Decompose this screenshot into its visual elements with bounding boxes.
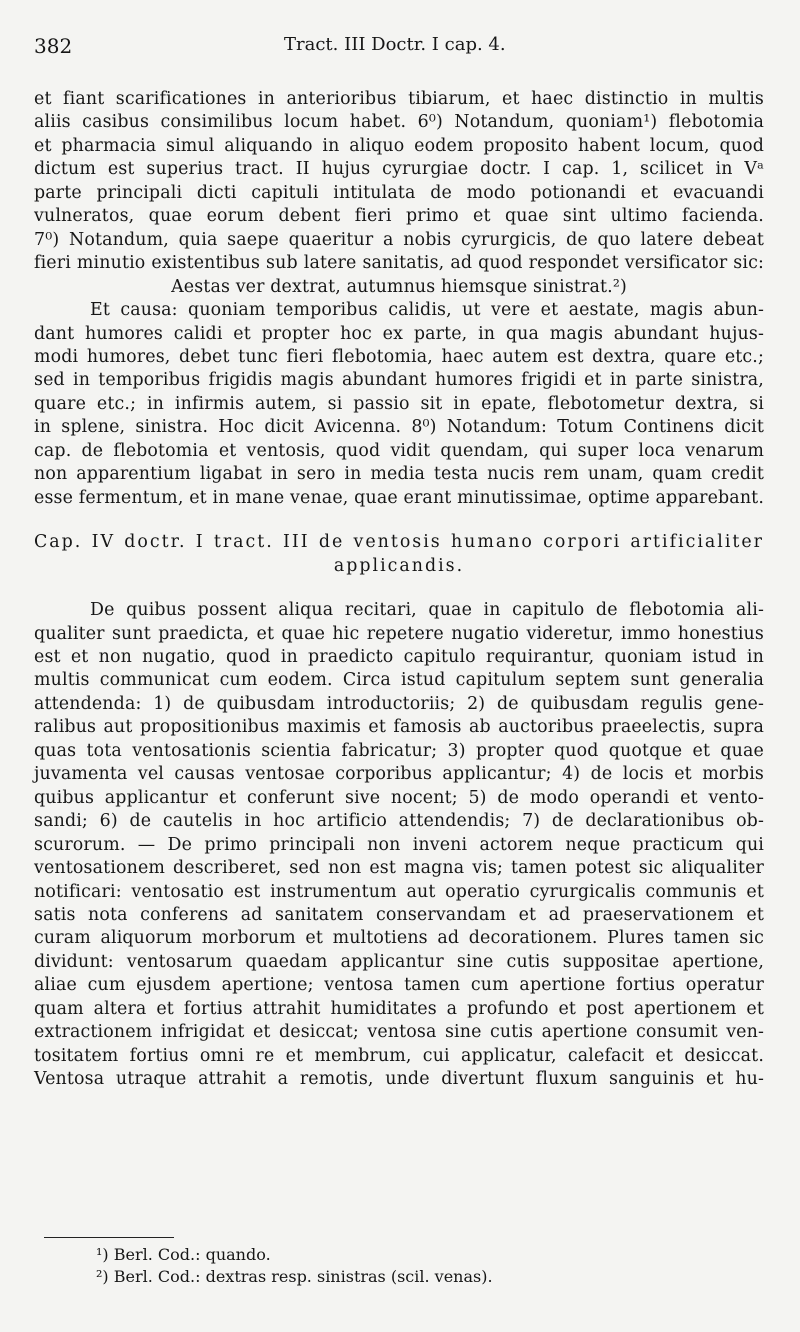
text-line: qualiter sunt praedicta, et quae hic repetere nugatio videretur, immo honestius <box>34 623 764 644</box>
running-head: Tract. III Doctr. I cap. 4. <box>284 34 506 55</box>
text-line: extractionem infrigidat et desiccat; ventosa sine cutis apertione consumit ven- <box>34 1022 764 1043</box>
text-line: quibus applicantur et conferunt sive nocent; 5) de modo operandi et vento- <box>34 787 764 808</box>
text-line: De quibus possent aliqua recitari, quae in capitulo de flebotomia ali- <box>90 600 764 621</box>
footnote-rule <box>44 1237 174 1238</box>
text-line: modi humores, debet tunc fieri flebotomia, haec autem est dextra, quare etc.; <box>34 346 764 367</box>
text-line: esse fermentum, et in mane venae, quae erant minutissimae, optime apparebant. <box>34 487 764 508</box>
text-line: quas tota ventosationis scientia fabricatur; 3) propter quod quotque et quae <box>34 740 764 761</box>
chapter-heading <box>34 531 764 578</box>
text-line: juvamenta vel causas ventosae corporibus applicantur; 4) de locis et morbis <box>34 764 764 785</box>
paragraph-notes <box>34 88 764 276</box>
text-line: non apparentium ligabat in sero in media testa nucis rem unam, quam credit <box>34 464 764 485</box>
text-line: multis communicat cum eodem. Circa istud capitulum septem sunt generalia <box>34 670 764 691</box>
text-line: satis nota conferens ad sanitatem conservandam et ad praeservationem et <box>34 904 764 925</box>
paragraph-causa <box>34 299 764 510</box>
text-line: dividunt: ventosarum quaedam applicantur sine cutis suppositae apertione, <box>34 951 764 972</box>
text-line: attendenda: 1) de quibusdam introductoriis; 2) de quibusdam regulis gene- <box>34 693 764 714</box>
text-line: ventosationem describeret, sed non est magna vis; tamen potest sic aliqualiter <box>34 858 764 879</box>
text-line: cap. de flebotomia et ventosis, quod vidit quendam, qui super loca venarum <box>34 440 764 461</box>
footnote: ²) Berl. Cod.: dextras resp. sinistras (scil. venas). <box>96 1267 493 1286</box>
text-line: sandi; 6) de cautelis in hoc artificio attendendis; 7) de declarationibus ob- <box>34 811 764 832</box>
text-line: quam altera et fortius attrahit humiditates a profundo et post apertionem et <box>34 998 764 1019</box>
text-line: aliae cum ejusdem apertione; ventosa tamen cum apertione fortius operatur <box>34 975 764 996</box>
text-line: ralibus aut propositionibus maximis et famosis ab auctoribus praeelectis, supra <box>34 717 764 738</box>
chapter-heading-line: applicandis. <box>333 555 465 576</box>
footnotes <box>96 1244 493 1288</box>
text-line: notificari: ventosatio est instrumentum aut operatio cyrurgicalis communis et <box>34 881 764 902</box>
text-line: 7⁰) Notandum, quia saepe quaeritur a nobis cyrurgicis, de quo latere debeat <box>34 229 764 250</box>
page-number: 382 <box>34 34 73 58</box>
verse-line: Aestas ver dextrat, autumnus hiemsque sinistrat.²) <box>171 276 627 297</box>
text-line: fieri minutio existentibus sub latere sanitatis, ad quod respondet versificator sic: <box>34 253 764 274</box>
text-line: curam aliquorum morborum et multotiens ad decorationem. Plures tamen sic <box>34 928 764 949</box>
text-line: quare etc.; in infirmis autem, si passio sit in epate, flebotometur dextra, si <box>34 393 764 414</box>
text-line: et fiant scarificationes in anterioribus tibiarum, et haec distinctio in multis <box>34 89 764 109</box>
text-line: Ventosa utraque attrahit a remotis, unde divertunt fluxum sanguinis et hu- <box>34 1069 764 1090</box>
chapter-body <box>34 599 764 1092</box>
text-line: vulneratos, quae eorum debent fieri primo et quae sint ultimo facienda. <box>34 206 764 227</box>
verse-quote <box>34 276 764 299</box>
text-line: tositatem fortius omni re et membrum, cui applicatur, calefacit et desiccat. <box>34 1045 764 1066</box>
text-line: et pharmacia simul aliquando in aliquo eodem proposito habent locum, quod <box>34 135 764 156</box>
text-line: aliis casibus consimilibus locum habet. 6⁰) Notandum, quoniam¹) flebotomia <box>34 112 764 133</box>
text-line: Et causa: quoniam temporibus calidis, ut vere et aestate, magis abun- <box>90 300 764 321</box>
text-line: parte principali dicti capituli intitulata de modo potionandi et evacuandi <box>34 182 764 203</box>
text-line: in splene, sinistra. Hoc dicit Avicenna. 8⁰) Notandum: Totum Continens dicit <box>34 417 764 438</box>
chapter-heading-line: Cap. IV doctr. I tract. III de ventosis humano corpori artificialiter <box>34 532 764 553</box>
text-line: est et non nugatio, quod in praedicto capitulo requirantur, quoniam istud in <box>34 646 764 667</box>
main-text <box>34 88 764 1092</box>
footnote: ¹) Berl. Cod.: quando. <box>96 1245 271 1264</box>
page-header <box>34 34 764 60</box>
text-line: dictum est superius tract. II hujus cyrurgiae doctr. I cap. 1, scilicet in Vᵃ <box>34 159 764 180</box>
text-line: sed in temporibus frigidis magis abundant humores frigidi et in parte sinistra, <box>34 370 764 391</box>
text-line: scurorum. — De primo principali non inveni actorem neque practicum qui <box>34 834 764 855</box>
text-line: dant humores calidi et propter hoc ex parte, in qua magis abundant hujus- <box>34 323 764 344</box>
